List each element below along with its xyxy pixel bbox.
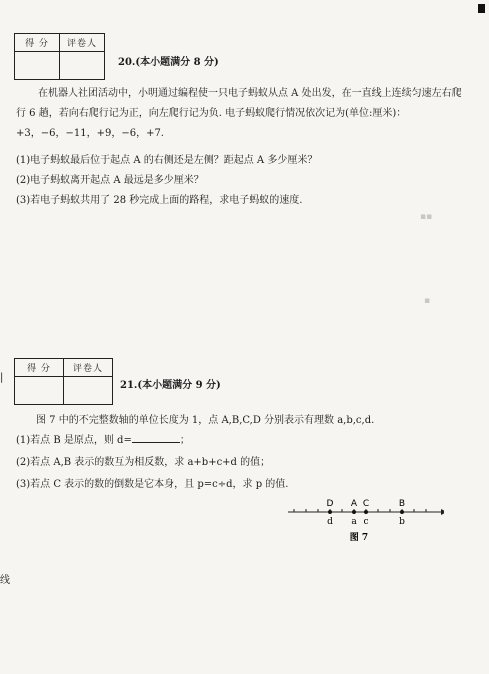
binding-mark: |	[0, 372, 4, 383]
point-label-c: C	[362, 499, 370, 509]
binding-line-char: 线	[0, 575, 10, 586]
score-header: 得 分	[15, 359, 64, 377]
number-line	[284, 492, 444, 542]
q21-sub2: (2)若点 A,B 表示的数互为相反数，求 a+b+c+d 的值；	[16, 457, 271, 468]
grader-header: 评卷人	[60, 34, 105, 52]
point-dot-a	[352, 510, 356, 514]
answer-blank[interactable]	[132, 432, 180, 443]
grader-cell[interactable]	[64, 377, 113, 405]
q21-sub1-text: (1)若点 B 是原点，则 d=	[16, 435, 132, 446]
point-value-a: a	[351, 517, 357, 527]
corner-registration-mark	[478, 4, 485, 13]
q21-sub1-suffix: ；	[179, 435, 190, 446]
number-line-figure	[284, 492, 444, 542]
q20-sub2: (2)电子蚂蚁离开起点 A 最远是多少厘米？	[16, 175, 204, 186]
point-dot-b	[400, 510, 404, 514]
score-cell[interactable]	[15, 377, 64, 405]
q20-sub1: (1)电子蚂蚁最后位于起点 A 的右侧还是左侧？距起点 A 多少厘米？	[16, 155, 318, 166]
score-header: 得 分	[15, 34, 60, 52]
grader-header: 评卷人	[64, 359, 113, 377]
point-dot-d	[328, 510, 332, 514]
point-dot-c	[364, 510, 368, 514]
point-label-a: A	[350, 499, 358, 509]
point-value-b: b	[399, 517, 405, 527]
axis-arrow	[441, 509, 444, 515]
score-table-q21	[14, 358, 113, 405]
q20-heading: 20.(本小题满分 8 分)	[118, 57, 219, 68]
score-cell[interactable]	[15, 52, 60, 80]
q21-sub1	[16, 431, 190, 446]
grader-cell[interactable]	[60, 52, 105, 80]
bleed-through-mark: ▪	[424, 296, 431, 306]
q21-intro: 图 7 中的不完整数轴的单位长度为 1，点 A,B,C,D 分别表示有理数 a,b,c,d.	[36, 415, 375, 426]
point-value-c: c	[363, 517, 369, 527]
q21-sub3: (3)若点 C 表示的数的倒数是它本身，且 p=c÷d，求 p 的值.	[16, 479, 289, 490]
bleed-through-mark: ▪▪	[420, 212, 433, 222]
point-label-d: D	[326, 499, 334, 509]
figure-caption: 图 7	[349, 533, 369, 542]
q20-intro: 在机器人社团活动中，小明通过编程使一只电子蚂蚁从点 A 处出发，在一直线上连续匀速左右爬行 6 趟，若向右爬行记为正，向左爬行记为负. 电子蚂蚁爬行情况依次记为(单位:厘米)：+3，−6，−11，+9，−6，+7.	[16, 88, 462, 139]
point-value-d: d	[327, 517, 333, 527]
score-table-q20	[14, 33, 105, 80]
q20-sub3: (3)若电子蚂蚁共用了 28 秒完成上面的路程，求电子蚂蚁的速度.	[16, 195, 303, 206]
point-label-b: B	[398, 499, 406, 509]
q21-heading: 21.(本小题满分 9 分)	[120, 380, 221, 391]
